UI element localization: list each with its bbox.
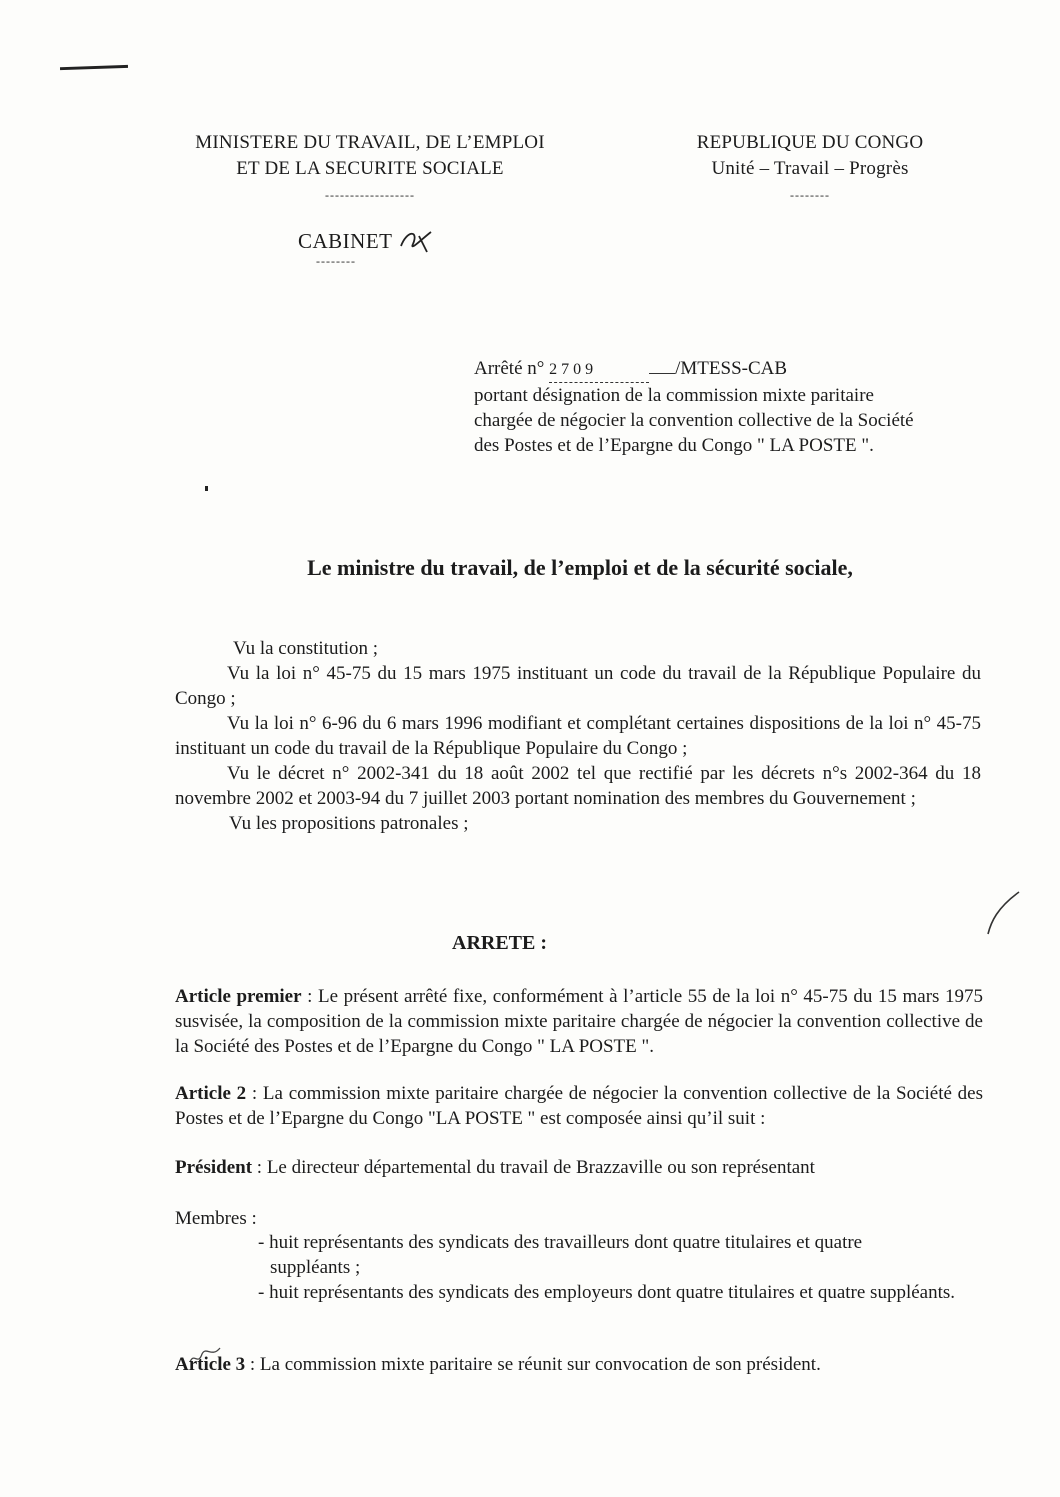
article-1 xyxy=(175,984,983,1059)
article-1-text: : Le présent arrêté fixe, conformément à l’article 55 de la loi n° 45-75 du 15 mars 1975 susvisée, la composition de la commission mixte paritaire chargée de négocier la convention collective de la Société des Postes et de l’Epargne du Congo " LA POSTE ". xyxy=(175,986,983,1057)
president-text: : Le directeur départemental du travail de Brazzaville ou son représentant xyxy=(252,1157,815,1178)
article-1-label: Article premier xyxy=(175,986,302,1007)
ministry-name-line2: ET DE LA SECURITE SOCIALE xyxy=(236,158,504,179)
member-item: - huit représentants des syndicats des employeurs dont quatre titulaires et quatre suppléants. xyxy=(258,1282,956,1303)
visa-item: Vu la constitution ; xyxy=(233,638,379,659)
scan-artifact-mark xyxy=(60,65,128,70)
ministry-name-line1: MINISTERE DU TRAVAIL, DE L’EMPLOI xyxy=(195,132,545,153)
president-label: Président xyxy=(175,1157,253,1178)
republic-separator: -------- xyxy=(790,188,830,202)
republic-motto: Unité – Travail – Progrès xyxy=(711,158,909,179)
decree-subject: portant désignation de la commission mixte paritaire chargée de négocier la convention collective de la Société des Postes et de l’Epargne du Congo " LA POSTE ". xyxy=(474,385,914,456)
scan-artifact-dot xyxy=(205,486,208,491)
decree-number-line xyxy=(474,356,914,383)
decree-reference xyxy=(474,356,914,458)
cabinet-block xyxy=(298,226,468,269)
visa-item: Vu le décret n° 2002-341 du 18 août 2002 tel que rectifié par les décrets n°s 2002-364 du 18 novembre 2002 et 2003-94 du 7 juillet 2003 portant nomination des membres du Gouvernement ; xyxy=(175,763,981,809)
decree-number-blank xyxy=(649,373,675,374)
cabinet-separator: -------- xyxy=(316,254,356,268)
article-3-text: : La commission mixte paritaire se réunit sur convocation de son président. xyxy=(245,1354,821,1375)
decree-number-suffix: /MTESS-CAB xyxy=(675,358,788,379)
handwritten-tick xyxy=(985,888,1025,938)
article-2 xyxy=(175,1081,983,1131)
article-3-label: Article 3 xyxy=(175,1354,246,1375)
cabinet-label: CABINET xyxy=(298,229,393,253)
article-2-label: Article 2 xyxy=(175,1083,247,1104)
members-label: Membres : xyxy=(175,1208,257,1229)
president-line xyxy=(175,1155,983,1180)
visa-item: Vu la loi n° 45-75 du 15 mars 1975 instituant un code du travail de la République Populaire du Congo ; xyxy=(175,663,981,709)
decree-number-value: 2 7 0 9 xyxy=(549,357,649,383)
article-2-text: : La commission mixte paritaire chargée de négocier la convention collective de la Société des Postes et de l’Epargne du Congo "LA POSTE " est composée ainsi qu’il suit : xyxy=(175,1083,983,1129)
member-item: - huit représentants des syndicats des travailleurs dont quatre titulaires et quatre suppléants ; xyxy=(258,1232,863,1278)
visas-block xyxy=(175,636,981,836)
visa-item: Vu la loi n° 6-96 du 6 mars 1996 modifiant et complétant certaines dispositions de la loi n° 45-75 instituant un code du travail de la République Populaire du Congo ; xyxy=(175,713,981,759)
cabinet-initials-handwriting xyxy=(397,226,437,254)
members-list xyxy=(258,1230,956,1305)
republic-name: REPUBLIQUE DU CONGO xyxy=(696,132,924,153)
article-3 xyxy=(175,1352,983,1377)
arrete-heading: ARRETE : xyxy=(452,932,548,954)
minister-title: Le ministre du travail, de l’emploi et de la sécurité sociale, xyxy=(307,555,853,580)
ministry-header xyxy=(150,130,590,208)
decree-number-prefix: Arrêté n° xyxy=(474,358,545,379)
republic-header xyxy=(660,130,960,208)
visa-item: Vu les propositions patronales ; xyxy=(229,813,469,834)
ministry-separator: ------------------ xyxy=(325,188,415,202)
